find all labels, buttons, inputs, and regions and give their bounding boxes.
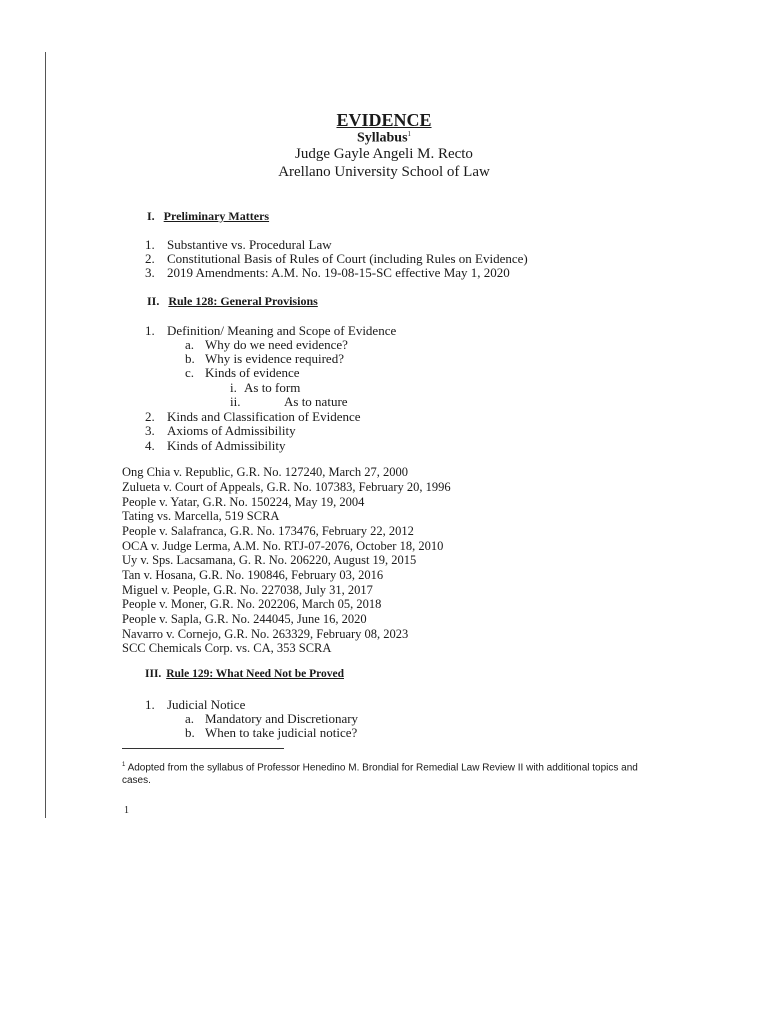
list-item-num: ii. [230, 394, 241, 409]
section-heading-3 [145, 668, 344, 680]
list-item: Axioms of Admissibility [167, 423, 296, 438]
case-citation: Ong Chia v. Republic, G.R. No. 127240, March 27, 2000 [122, 465, 408, 479]
list-item-num: 3. [145, 265, 155, 280]
section-heading-1 [147, 209, 269, 224]
list-item-num: 1. [145, 323, 155, 338]
case-citation: People v. Sapla, G.R. No. 244045, June 16, 2020 [122, 612, 367, 626]
list-item-num: 4. [145, 438, 155, 453]
case-citation: Navarro v. Cornejo, G.R. No. 263329, February 08, 2023 [122, 627, 409, 641]
case-citation: OCA v. Judge Lerma, A.M. No. RTJ-07-2076, October 18, 2010 [122, 539, 444, 553]
case-citation: SCC Chemicals Corp. vs. CA, 353 SCRA [122, 641, 332, 655]
list-item: As to form [244, 380, 301, 395]
list-item: Kinds and Classification of Evidence [167, 409, 361, 424]
footnote-separator [122, 748, 284, 749]
list-item: As to nature [284, 394, 348, 409]
item-num: 1. [145, 237, 155, 252]
case-citation: People v. Moner, G.R. No. 202206, March 05, 2018 [122, 597, 382, 611]
list-item-num: a. [185, 711, 195, 726]
section-label: Rule 128: General Provisions [168, 294, 318, 308]
list-item: Why is evidence required? [205, 351, 344, 366]
footnote [122, 759, 652, 787]
case-citation: People v. Yatar, G.R. No. 150224, May 19, 2004 [122, 495, 365, 509]
list-item-num: 3. [145, 423, 155, 438]
page-number: 1 [124, 805, 129, 816]
list-item-num: 2. [145, 251, 155, 266]
case-citation: People v. Salafranca, G.R. No. 173476, February 22, 2012 [122, 524, 414, 538]
list-item-num: i. [230, 380, 237, 395]
section-numeral: III. [145, 668, 162, 680]
list-item-num: a. [185, 337, 195, 352]
section-numeral: II. [147, 294, 160, 308]
list-item: Judicial Notice [167, 697, 246, 712]
document-subtitle [0, 130, 768, 147]
list-item: Kinds of evidence [205, 365, 300, 380]
footnote-text: Adopted from the syllabus of Professor Henedino M. Brondial for Remedial Law Review II with additional topics and cases. [122, 762, 638, 787]
section-label: Preliminary Matters [163, 209, 270, 223]
list-item: 2019 Amendments: A.M. No. 19-08-15-SC effective May 1, 2020 [167, 265, 510, 280]
list-item-num: 2. [145, 409, 155, 424]
list-item: Mandatory and Discretionary [205, 711, 359, 726]
case-citation: Zulueta v. Court of Appeals, G.R. No. 107383, February 20, 1996 [122, 480, 451, 494]
footnote-marker: 1 [122, 762, 126, 768]
list-item: Why do we need evidence? [205, 337, 348, 352]
list-item: Constitutional Basis of Rules of Court (including Rules on Evidence) [167, 251, 528, 266]
list-item: Definition/ Meaning and Scope of Evidence [167, 323, 397, 338]
list-item-num: b. [185, 351, 195, 366]
author-line: Judge Gayle Angeli M. Recto [295, 146, 473, 162]
list-item-num: c. [185, 365, 195, 380]
footnote-ref: 1 [407, 130, 412, 138]
list-item-num: 1. [145, 697, 155, 712]
case-citation: Tan v. Hosana, G.R. No. 190846, February 03, 2016 [122, 568, 384, 582]
list-item: Kinds of Admissibility [167, 438, 286, 453]
document-title: EVIDENCE [336, 110, 432, 130]
subtitle-text: Syllabus [356, 130, 408, 146]
school-line: Arellano University School of Law [278, 164, 490, 180]
case-citation: Uy v. Sps. Lacsamana, G. R. No. 206220, August 19, 2015 [122, 553, 417, 567]
list-item: Substantive vs. Procedural Law [167, 237, 332, 252]
case-citation: Tating vs. Marcella, 519 SCRA [122, 509, 280, 523]
list-item-num: b. [185, 725, 195, 740]
case-citation: Miguel v. People, G.R. No. 227038, July 31, 2017 [122, 583, 373, 597]
list-item: When to take judicial notice? [205, 725, 358, 740]
section-label: Rule 129: What Need Not be Proved [166, 668, 344, 680]
section-numeral: I. [147, 209, 155, 223]
section-heading-2 [147, 294, 318, 309]
